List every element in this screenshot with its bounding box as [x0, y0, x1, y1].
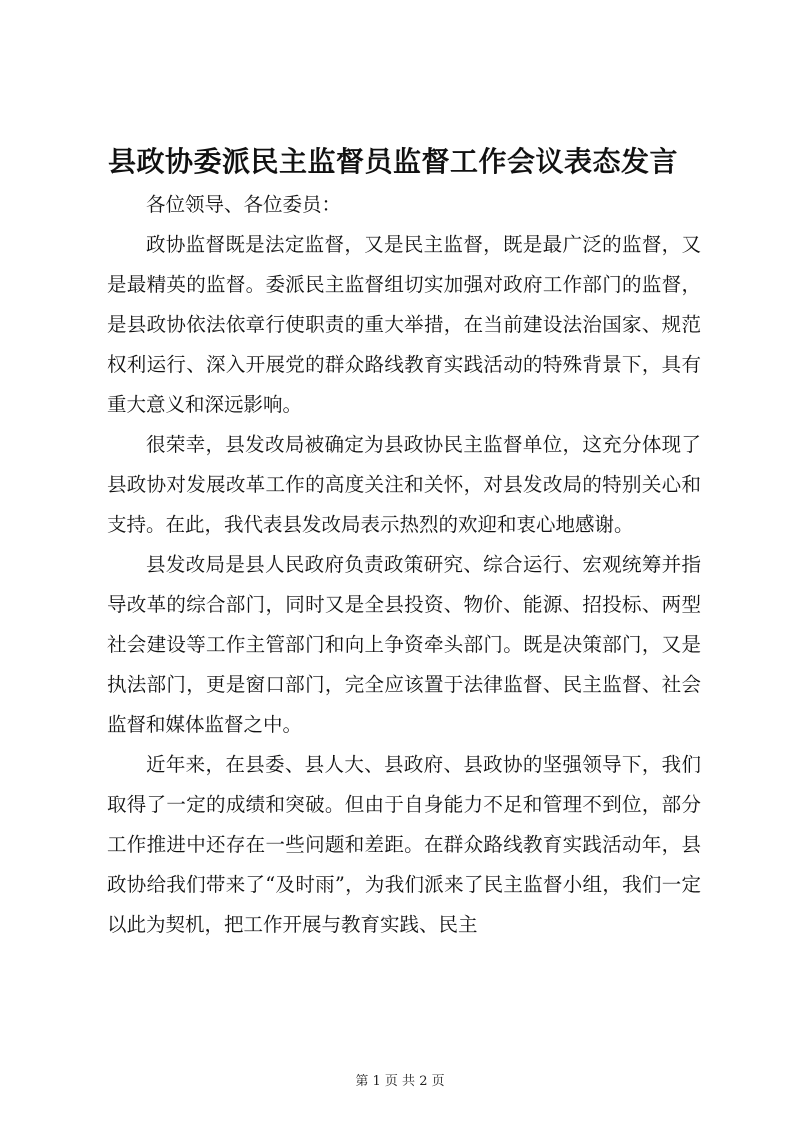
page-footer [0, 1072, 800, 1092]
document-title: 县政协委派民主监督员监督工作会议表态发言 [108, 145, 679, 178]
paragraph: 近年来，在县委、县人大、县政府、县政协的坚强领导下，我们取得了一定的成绩和突破。但由于自身能力不足和管理不到位，部分工作推进中还存在一些问题和差距。在群众路线教育实践活动年，县政协给我们带来了“及时雨”，为我们派来了民主监督小组，我们一定以此为契机，把工作开展与教育实践、民主 [107, 753, 701, 936]
salutation: 各位领导、各位委员： [146, 193, 342, 216]
paragraph: 县发改局是县人民政府负责政策研究、综合运行、宏观统筹并指导改革的综合部门，同时又是全县投资、物价、能源、招投标、两型社会建设等工作主管部门和向上争资牵头部门。既是决策部门，又是执法部门，更是窗口部门，完全应该置于法律监督、民主监督、社会监督和媒体监督之中。 [107, 553, 701, 736]
paragraph: 政协监督既是法定监督，又是民主监督，既是最广泛的监督，又是最精英的监督。委派民主监督组切实加强对政府工作部门的监督，是县政协依法依章行使职责的重大举措，在当前建设法治国家、规范权利运行、深入开展党的群众路线教育实践活动的特殊背景下，具有重大意义和深远影响。 [107, 233, 701, 416]
page-number: 第 1 页 共 2 页 [355, 1074, 445, 1089]
paragraph: 很荣幸，县发改局被确定为县政协民主监督单位，这充分体现了县政协对发展改革工作的高度关注和关怀，对县发改局的特别关心和支持。在此，我代表县发改局表示热烈的欢迎和衷心地感谢。 [107, 433, 701, 536]
document-body [107, 185, 701, 945]
